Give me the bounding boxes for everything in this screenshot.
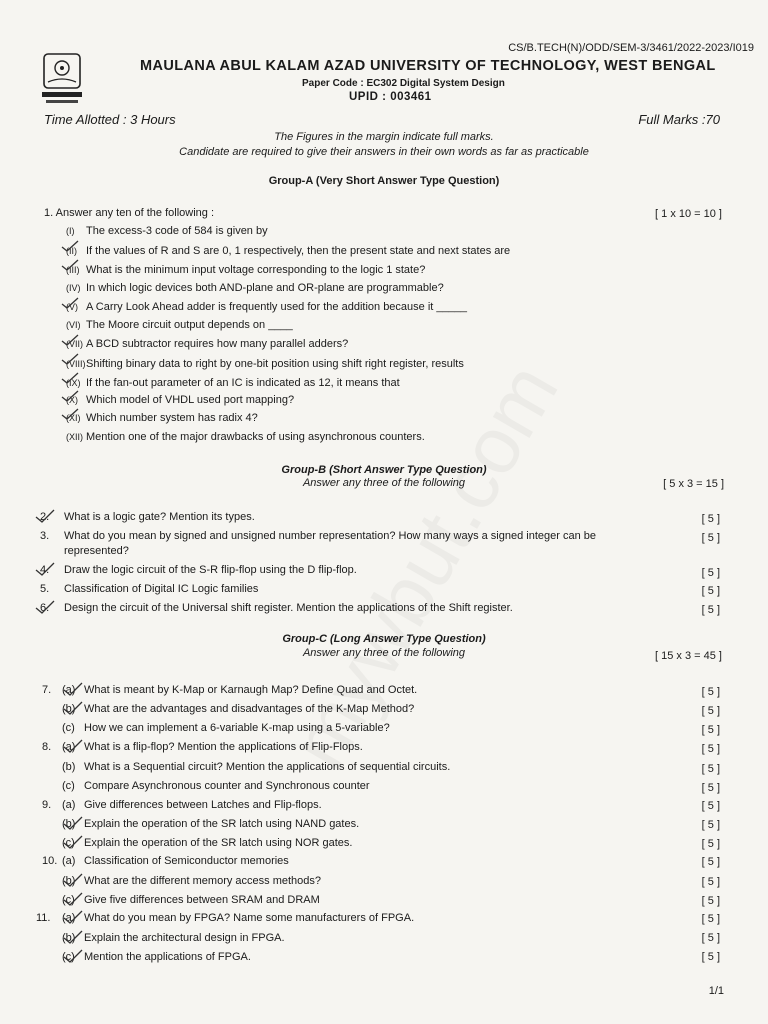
list-item: 8. (a) What is a flip-flop? Mention the applications of Flip-Flops. xyxy=(42,741,363,753)
item-marks: [ 5 ] xyxy=(701,743,720,755)
item-marks: [ 5 ] xyxy=(701,800,720,812)
tick-mark-icon xyxy=(62,815,84,831)
item-marks: [ 5 ] xyxy=(701,782,720,794)
list-item: (c) Explain the operation of the SR latch using NOR gates. xyxy=(62,837,353,849)
item-marks: [ 5 ] xyxy=(701,951,720,963)
tick-mark-icon xyxy=(62,681,84,697)
item-marks: [ 5 ] xyxy=(701,819,720,831)
list-item: (V) A Carry Look Ahead adder is frequently used for the addition because it _____ xyxy=(66,301,467,313)
list-item: (b) What is a Sequential circuit? Mention the applications of sequential circuits. xyxy=(62,761,451,773)
tick-mark-icon xyxy=(62,738,84,754)
tick-mark-icon xyxy=(60,352,80,366)
list-item: (c) How we can implement a 6-variable K-map using a 5-variable? xyxy=(62,722,390,734)
item-marks: [ 5 ] xyxy=(701,932,720,944)
question-3-continued: represented? xyxy=(64,545,129,557)
tick-mark-icon xyxy=(62,872,84,888)
tick-mark-icon xyxy=(60,407,80,421)
group-c-marks: [ 15 x 3 = 45 ] xyxy=(655,650,722,662)
tick-mark-icon xyxy=(62,834,84,850)
paper-code: Paper Code : EC302 Digital System Design xyxy=(302,78,505,89)
question-2: 2. What is a logic gate? Mention its types. xyxy=(40,511,255,523)
page-number: 1/1 xyxy=(708,985,724,997)
list-item: 9. (a) Give differences between Latches and Flip-flops. xyxy=(42,799,322,811)
tick-mark-icon xyxy=(62,891,84,907)
group-b-subtitle: Answer any three of the following xyxy=(302,477,466,489)
tick-mark-icon xyxy=(34,599,56,615)
tick-mark-icon xyxy=(60,296,80,310)
group-a-lead-text: Answer any ten of the following : xyxy=(55,207,215,219)
question-3: 3. What do you mean by signed and unsigned number representation? How many ways a signed integer can be xyxy=(40,530,596,542)
item-marks: [ 5 ] xyxy=(701,913,720,925)
question-5: 5. Classification of Digital IC Logic families xyxy=(40,583,259,595)
list-item: (b) Explain the operation of the SR latch using NAND gates. xyxy=(62,818,360,830)
list-item: (X) Which model of VHDL used port mapping? xyxy=(66,394,295,406)
question-3-marks: [ 5 ] xyxy=(701,532,720,544)
list-item: (II) If the values of R and S are 0, 1 respectively, then the present state and next states are xyxy=(66,245,511,257)
list-item: (b) What are the advantages and disadvantages of the K-Map Method? xyxy=(62,703,415,715)
list-item: (I) The excess-3 code of 584 is given by xyxy=(66,225,268,237)
item-marks: [ 5 ] xyxy=(701,876,720,888)
tick-mark-icon xyxy=(60,239,80,253)
question-2-marks: [ 5 ] xyxy=(701,513,720,525)
tick-mark-icon xyxy=(34,561,56,577)
group-a-marks: [ 1 x 10 = 10 ] xyxy=(655,208,722,220)
tick-mark-icon xyxy=(34,508,56,524)
list-item: 11. (a) What do you mean by FPGA? Name some manufacturers of FPGA. xyxy=(36,912,415,924)
list-item: (VII) A BCD subtractor requires how many parallel adders? xyxy=(66,338,349,350)
item-marks: [ 5 ] xyxy=(701,838,720,850)
question-6: 6. Design the circuit of the Universal shift register. Mention the applications of the Shift register. xyxy=(40,602,513,614)
tick-mark-icon xyxy=(60,333,80,347)
tick-mark-icon xyxy=(62,700,84,716)
list-item: (XII) Mention one of the major drawbacks of using asynchronous counters. xyxy=(66,431,425,443)
list-item: (b) What are the different memory access methods? xyxy=(62,875,322,887)
tick-mark-icon xyxy=(62,948,84,964)
tick-mark-icon xyxy=(60,371,80,385)
list-item: 10. (a) Classification of Semiconductor memories xyxy=(42,855,289,867)
instruction-line-1: The Figures in the margin indicate full marks. xyxy=(274,131,494,143)
tick-mark-icon xyxy=(60,389,80,403)
group-b-marks: [ 5 x 3 = 15 ] xyxy=(663,478,724,490)
tick-mark-icon xyxy=(62,929,84,945)
list-item: (VI) The Moore circuit output depends on ____ xyxy=(66,319,293,331)
university-seal-icon xyxy=(38,52,86,106)
list-item: (c) Mention the applications of FPGA. xyxy=(62,951,251,963)
item-marks: [ 5 ] xyxy=(701,763,720,775)
item-marks: [ 5 ] xyxy=(701,705,720,717)
list-item: (VIII)Shifting binary data to right by one-bit position using shift right register, results xyxy=(66,358,464,370)
item-marks: [ 5 ] xyxy=(701,724,720,736)
item-marks: [ 5 ] xyxy=(701,895,720,907)
item-marks: [ 5 ] xyxy=(701,856,720,868)
question-4: 4. Draw the logic circuit of the S-R flip-flop using the D flip-flop. xyxy=(40,564,357,576)
group-a-lead xyxy=(44,207,214,219)
group-c-subtitle: Answer any three of the following xyxy=(302,647,466,659)
question-5-marks: [ 5 ] xyxy=(701,585,720,597)
upid: UPID : 003461 xyxy=(349,91,432,103)
list-item: (IX) If the fan-out parameter of an IC is indicated as 12, it means that xyxy=(66,377,400,389)
question-6-marks: [ 5 ] xyxy=(701,604,720,616)
time-allotted: Time Allotted : 3 Hours xyxy=(44,112,176,127)
list-item: 7. (a) What is meant by K-Map or Karnaugh Map? Define Quad and Octet. xyxy=(42,684,418,696)
list-item: (c) Compare Asynchronous counter and Synchronous counter xyxy=(62,780,370,792)
list-item: (XI) Which number system has radix 4? xyxy=(66,412,258,424)
full-marks: Full Marks :70 xyxy=(638,112,720,127)
list-item: (IV) In which logic devices both AND-plane and OR-plane are programmable? xyxy=(66,282,444,294)
tick-mark-icon xyxy=(62,909,84,925)
instruction-line-2: Candidate are required to give their answers in their own words as far as practicable xyxy=(179,146,589,158)
list-item: (b) Explain the architectural design in FPGA. xyxy=(62,932,285,944)
group-b-title: Group-B (Short Answer Type Question) xyxy=(281,464,487,476)
group-a-title: Group-A (Very Short Answer Type Question) xyxy=(268,175,500,187)
question-4-marks: [ 5 ] xyxy=(701,567,720,579)
paper-reference-code: CS/B.TECH(N)/ODD/SEM-3/3461/2022-2023/I019 xyxy=(508,42,754,54)
university-name: MAULANA ABUL KALAM AZAD UNIVERSITY OF TECHNOLOGY, WEST BENGAL xyxy=(140,58,716,74)
group-a-lead-number: 1. xyxy=(44,207,54,219)
list-item: (c) Give five differences between SRAM and DRAM xyxy=(62,894,320,906)
item-marks: [ 5 ] xyxy=(701,686,720,698)
tick-mark-icon xyxy=(60,258,80,272)
group-c-title: Group-C (Long Answer Type Question) xyxy=(282,633,486,645)
list-item: (III) What is the minimum input voltage corresponding to the logic 1 state? xyxy=(66,264,426,276)
